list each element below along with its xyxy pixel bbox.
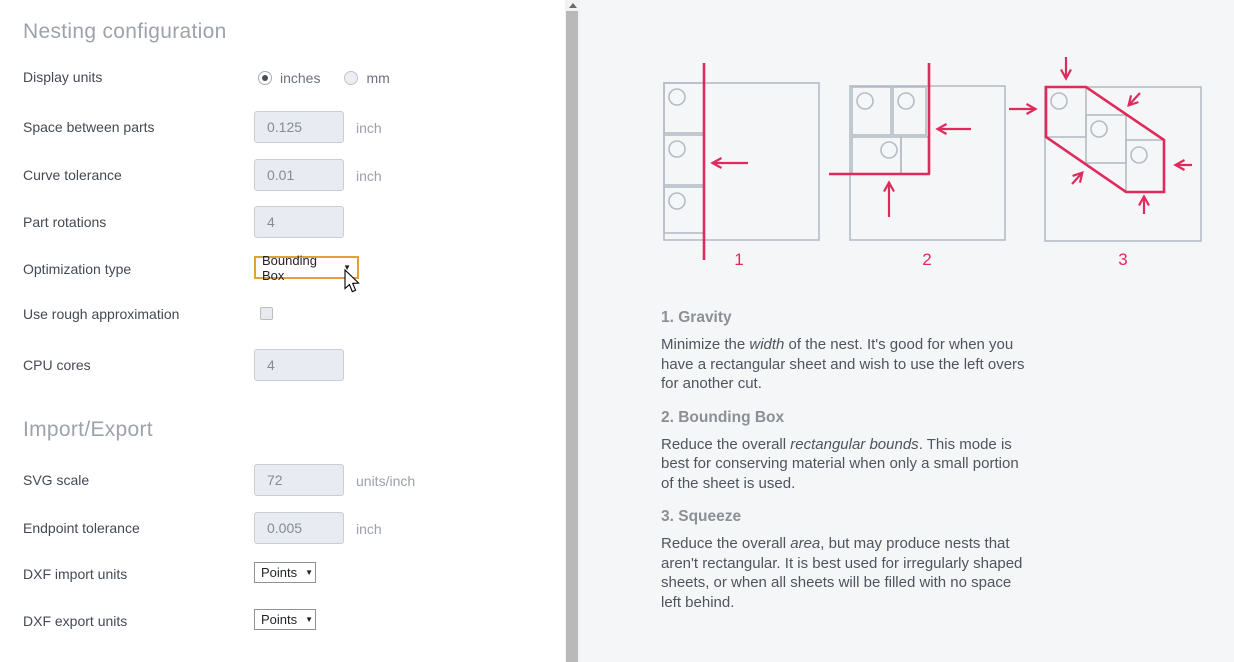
help-panel [580, 0, 1234, 662]
part-rotations-label: Part rotations [23, 214, 107, 230]
optimization-type-value: Bounding Box [262, 252, 317, 283]
inches-radio-label[interactable]: inches [280, 70, 321, 86]
squeeze-heading: 3. Squeeze [661, 508, 742, 525]
section-title-nesting-configuration: Nesting configuration [23, 20, 227, 43]
squeeze-boundary [1009, 57, 1192, 214]
endpoint-tolerance-unit: inch [356, 521, 382, 537]
curve-tolerance-input[interactable] [254, 159, 344, 191]
use-rough-approximation-checkbox[interactable] [260, 307, 273, 320]
settings-panel [0, 0, 565, 662]
svg-scale-label: SVG scale [23, 472, 90, 488]
space-between-parts-label: Space between parts [23, 119, 155, 135]
scroll-up-arrow-icon [569, 3, 577, 8]
mm-radio-label[interactable]: mm [366, 70, 390, 86]
cpu-cores-input[interactable] [254, 349, 344, 381]
bounding-box-diagram [850, 86, 1005, 240]
space-between-parts-unit: inch [356, 120, 382, 136]
gravity-nest-boundary [704, 63, 748, 260]
gravity-heading: 1. Gravity [661, 309, 732, 326]
select-caret-icon: ▼ [305, 568, 314, 577]
mouse-cursor-icon [344, 269, 361, 293]
squeeze-description: Reduce the overall area, but may produce nests that aren't rectangular. It is best used for irregularly shaped sheets, or when all sheets will be filled with no space left behind. [661, 535, 1023, 611]
select-caret-icon: ▼ [343, 263, 351, 272]
optimization-type-label: Optimization type [23, 261, 132, 277]
inches-radio[interactable] [258, 71, 272, 85]
dxf-export-units-select[interactable] [254, 609, 316, 630]
mm-radio[interactable] [344, 71, 358, 85]
dxf-import-units-select[interactable] [254, 562, 316, 583]
dxf-import-units-value: Points [261, 565, 298, 580]
bounding-box-description: Reduce the overall rectangular bounds. This mode is best for conserving material when only a small portion of the sheet is used. [661, 435, 1019, 492]
scrollbar-up-button[interactable] [565, 0, 580, 11]
curve-tolerance-unit: inch [356, 168, 382, 184]
space-between-parts-input[interactable] [254, 111, 344, 143]
gravity-description: Minimize the width of the nest. It's good for when you have a rectangular sheet and wish to use the left overs for another cut. [661, 336, 1025, 392]
endpoint-tolerance-input[interactable] [254, 512, 344, 544]
optimization-modes-diagram [580, 0, 1234, 292]
dxf-export-units-label: DXF export units [23, 613, 128, 629]
curve-tolerance-label: Curve tolerance [23, 167, 122, 183]
bounding-box-heading: 2. Bounding Box [661, 408, 785, 426]
dxf-export-units-value: Points [261, 612, 298, 627]
dxf-import-units-label: DXF import units [23, 566, 128, 582]
section-title-import-export: Import/Export [23, 418, 153, 441]
svg-scale-input[interactable] [254, 464, 344, 496]
scrollbar-thumb[interactable] [566, 11, 578, 662]
vertical-scrollbar[interactable] [565, 0, 580, 662]
svg-scale-unit: units/inch [356, 473, 416, 489]
display-units-radio-group [258, 70, 406, 86]
display-units-label: Display units [23, 69, 103, 85]
diagram-1-label: 1 [734, 250, 744, 269]
use-rough-approximation-label: Use rough approximation [23, 306, 180, 322]
cpu-cores-label: CPU cores [23, 357, 91, 373]
diagram-2-label: 2 [922, 250, 932, 269]
optimization-descriptions [661, 309, 1029, 627]
select-caret-icon: ▼ [305, 615, 314, 624]
part-rotations-input[interactable] [254, 206, 344, 238]
diagram-3-label: 3 [1118, 250, 1128, 269]
gravity-diagram [664, 83, 819, 240]
endpoint-tolerance-label: Endpoint tolerance [23, 520, 140, 536]
